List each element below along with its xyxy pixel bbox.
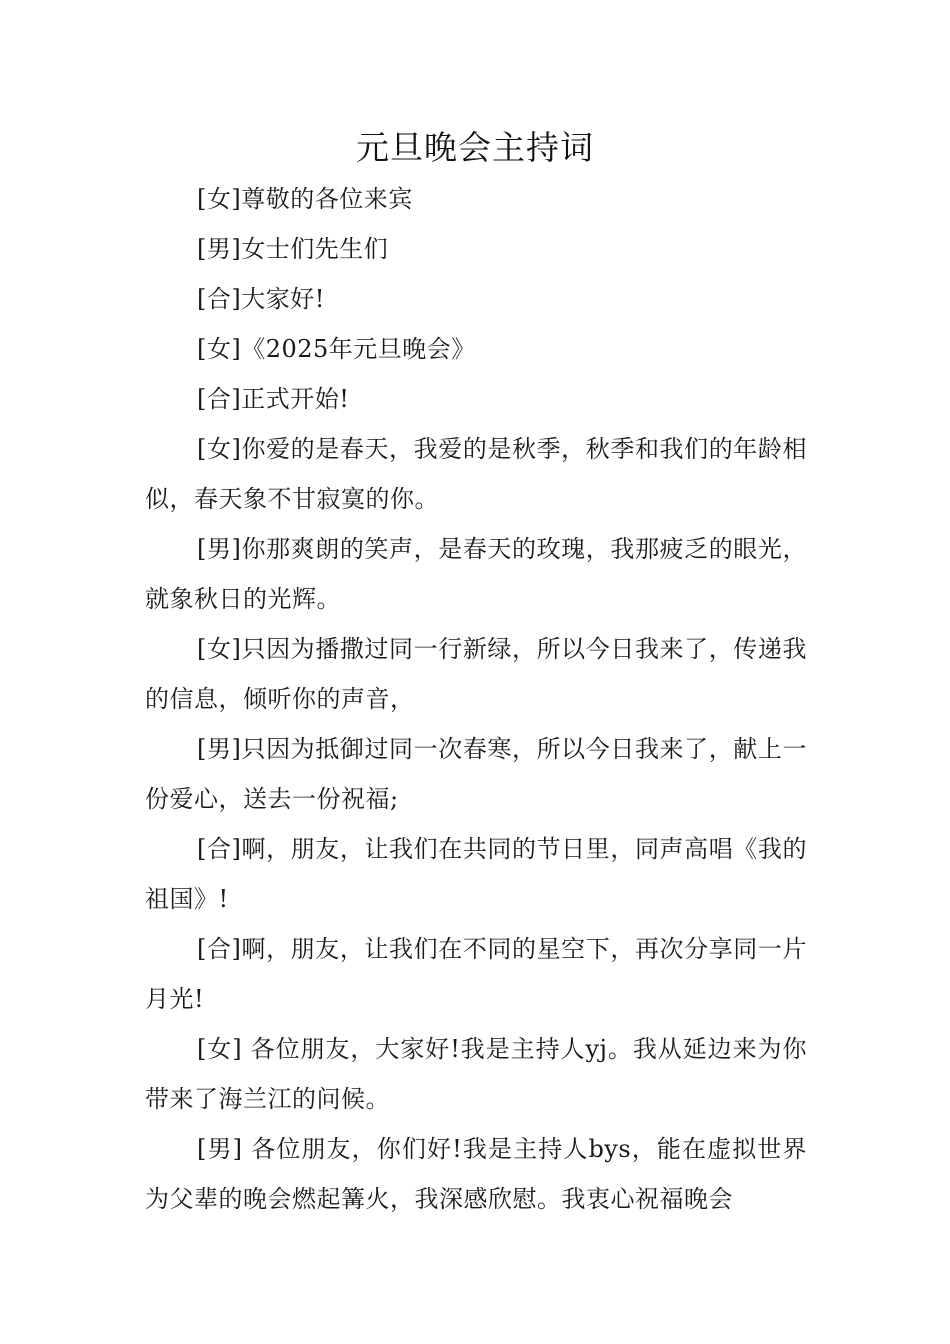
paragraph: [男]只因为抵御过同一次春寒，所以今日我来了，献上一份爱心，送去一份祝福; [145, 735, 807, 813]
paragraph: [男]你那爽朗的笑声，是春天的玫瑰，我那疲乏的眼光，就象秋日的光辉。 [145, 535, 807, 613]
paragraph: [合]啊，朋友，让我们在不同的星空下，再次分享同一片月光! [145, 935, 807, 1013]
paragraph: [男]女士们先生们 [197, 235, 389, 263]
paragraph: [女]只因为播撒过同一行新绿，所以今日我来了，传递我的信息，倾听你的声音， [145, 635, 807, 713]
paragraph: [合]啊，朋友，让我们在共同的节日里，同声高唱《我的祖国》! [145, 835, 807, 913]
paragraph: [合]大家好! [197, 285, 325, 313]
document-body [145, 174, 807, 1224]
paragraph: [男] 各位朋友，你们好!我是主持人bys，能在虚拟世界为父辈的晚会燃起篝火，我深感欣慰。我衷心祝福晚会 [145, 1135, 807, 1213]
paragraph: [女] 各位朋友，大家好!我是主持人yj。我从延边来为你带来了海兰江的问候。 [145, 1035, 807, 1113]
paragraph: [女]《2025年元旦晚会》 [197, 335, 476, 363]
document-title: 元旦晚会主持词 [356, 128, 594, 167]
paragraph: [女]你爱的是春天，我爱的是秋季，秋季和我们的年龄相似，春天象不甘寂寞的你。 [145, 435, 807, 513]
paragraph: [合]正式开始! [197, 385, 350, 413]
paragraph: [女]尊敬的各位来宾 [197, 185, 413, 213]
